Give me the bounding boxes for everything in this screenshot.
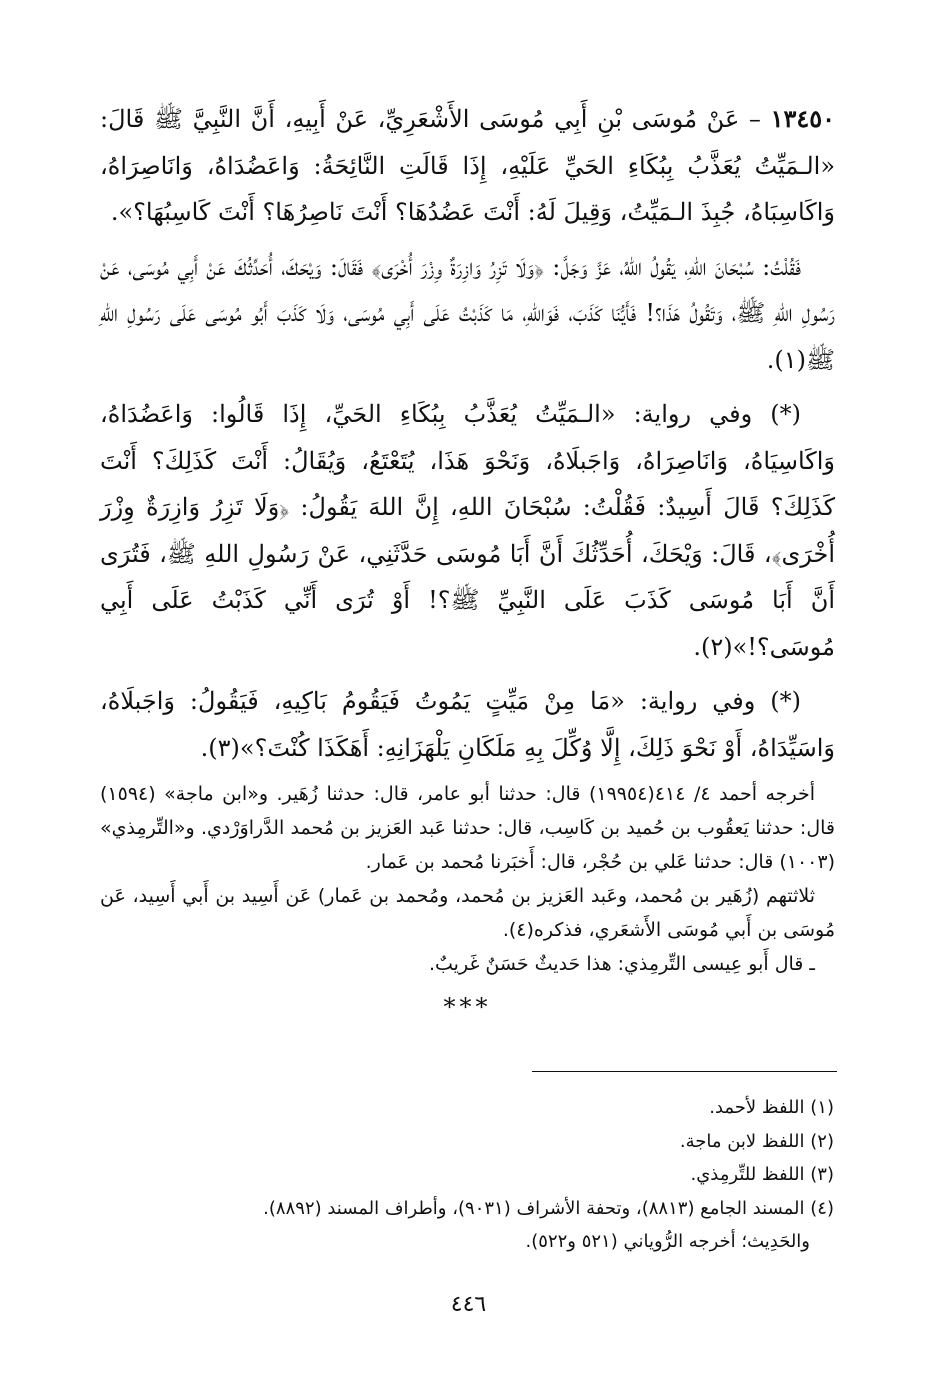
hadith-paragraph — [100, 96, 835, 236]
chain-summary-paragraph: ثلاثتهم (زُهَير بن مُحمد، وعَبد العَزيز بن مُحمد، ومُحمد بن عَمار) عَن أَسِيد بن أَبي أَسِيد، عَن مُوسَى بن أَبي مُوسَى الأَشعَري، فذكره(٤). — [100, 885, 835, 941]
narrator-comment-paragraph: فَقُلْتُ: سُبْحَانَ اللهِ، يَقُولُ اللهُ، عَزَّ وَجَلَّ: ﴿وَلَا تَزِرُ وَازِرَةٌ وِزْرَ أُخْرَى﴾ فَقَالَ: وَيْحَكَ، أُحَدِّثُكَ عَنْ أَبِي مُوسَى، عَنْ رَسُولِ اللهِ ﷺ، وَتَقُولُ هَذَا؟! فَأَيُّنَا كَذَبَ، فَوَاللهِ، مَا كَذَبْتُ عَلَى أَبِي مُوسَى، وَلَا كَذَبَ أَبُو مُوسَى عَلَى رَسُولِ اللهِ ﷺ(١). — [100, 252, 836, 374]
page-number: ٤٤٦ — [450, 1292, 487, 1317]
footnote-divider — [532, 1071, 837, 1072]
page-body — [100, 96, 835, 1027]
hadith-text: عَنْ مُوسَى بْنِ أَبِي مُوسَى الأَشْعَرِيِّ، عَنْ أَبِيهِ، أَنَّ النَّبِيَّ ﷺ قَالَ: «الـمَيِّتُ يُعَذَّبُ بِبُكَاءِ الحَيِّ عَلَيْهِ، إِذَا قَالَتِ النَّائِحَةُ: وَاعَضُدَاهُ، وَانَاصِرَاهُ، وَاكَاسِبَاهُ، جُبِذَ الـمَيِّتُ، وَقِيلَ لَهُ: أَنْتَ عَضُدُهَا؟ أَنْتَ نَاصِرُهَا؟ أَنْتَ كَاسِبُهَا؟». — [100, 105, 835, 226]
hadith-dash: – — [739, 105, 771, 133]
variant-narration-2: (*) وفي رواية: «مَا مِنْ مَيِّتٍ يَمُوتُ فَيَقُومُ بَاكِيهِ، فَيَقُولُ: وَاجَبلَاهُ، وَاسَيِّدَاهُ، أَوْ نَحْوَ ذَلِكَ، إِلَّا وُكِّلَ بِهِ مَلَكَانِ يَلْهَزَانِهِ: أَهَكَذَا كُنْتَ؟»(٣). — [100, 687, 835, 762]
footnote-4-continued: والحَدِيث؛ أخرجه الرُّوياني (٥٢١ و٥٢٢). — [525, 1231, 810, 1252]
takhrij-paragraph: أخرجه أحمد ٤/ ٤١٤(١٩٩٥٤) قال: حدثنا أبو عامر، قال: حدثنا زُهَير. و«ابن ماجة» (١٥٩٤) قال: حدثنا يَعقُوب بن حُميد بن كَاسِب، قال: حدثنا عَبد العَزيز بن مُحمد الدَّراوَرْدي. و«التِّرمِذي» (١٠٠٣) قال: حدثنا عَلي بن حُجْر، قال: أَخبَرنا مُحمد بن عَمار. — [100, 783, 835, 873]
section-separator: *** — [443, 993, 492, 1021]
tirmidhi-grading: ـ قال أَبو عِيسى التِّرمِذي: هذا حَديثٌ حَسَنٌ غَريبٌ. — [428, 953, 815, 975]
footnote-4: (٤) المسند الجامع (٨٨١٣)، وتحفة الأشراف (٩٠٣١)، وأطراف المسند (٨٨٩٢). — [263, 1197, 834, 1219]
footnotes — [99, 1091, 834, 1259]
footnote-1: (١) اللفظ لأحمد. — [709, 1097, 834, 1118]
hadith-number: ١٣٤٥٠ — [770, 104, 836, 133]
footnote-2: (٢) اللفظ لابن ماجة. — [679, 1130, 834, 1152]
footnote-3: (٣) اللفظ للتِّرمِذي. — [690, 1164, 834, 1185]
variant-narration-1: (*) وفي رواية: «الـمَيِّتُ يُعَذَّبُ بِبُكَاءِ الحَيِّ، إِذَا قَالُوا: وَاعَضُدَاهُ، وَاكَاسِيَاهُ، وَانَاصِرَاهُ، وَاجَبلَاهُ، وَنَحْوَ هَذَا، يُتَعْتَعُ، وَيُقَالُ: أَنْتَ كَذَلِكَ؟ أَنْتَ كَذَلِكَ؟ قَالَ أَسِيدٌ: فَقُلْتُ: سُبْحَانَ اللهِ، إِنَّ اللهَ يَقُولُ: ﴿وَلَا تَزِرُ وَازِرَةٌ وِزْرَ أُخْرَى﴾، قَالَ: وَيْحَكَ، أُحَدِّثُكَ أَنَّ أَبَا مُوسَى حَدَّثَنِي، عَنْ رَسُولِ اللهِ ﷺ، فَتُرَى أَنَّ أَبَا مُوسَى كَذَبَ عَلَى النَّبِيِّ ﷺ؟! أَوْ تُرَى أَنِّي كَذَبْتُ عَلَى أَبِي مُوسَى؟!»(٢). — [100, 400, 835, 661]
